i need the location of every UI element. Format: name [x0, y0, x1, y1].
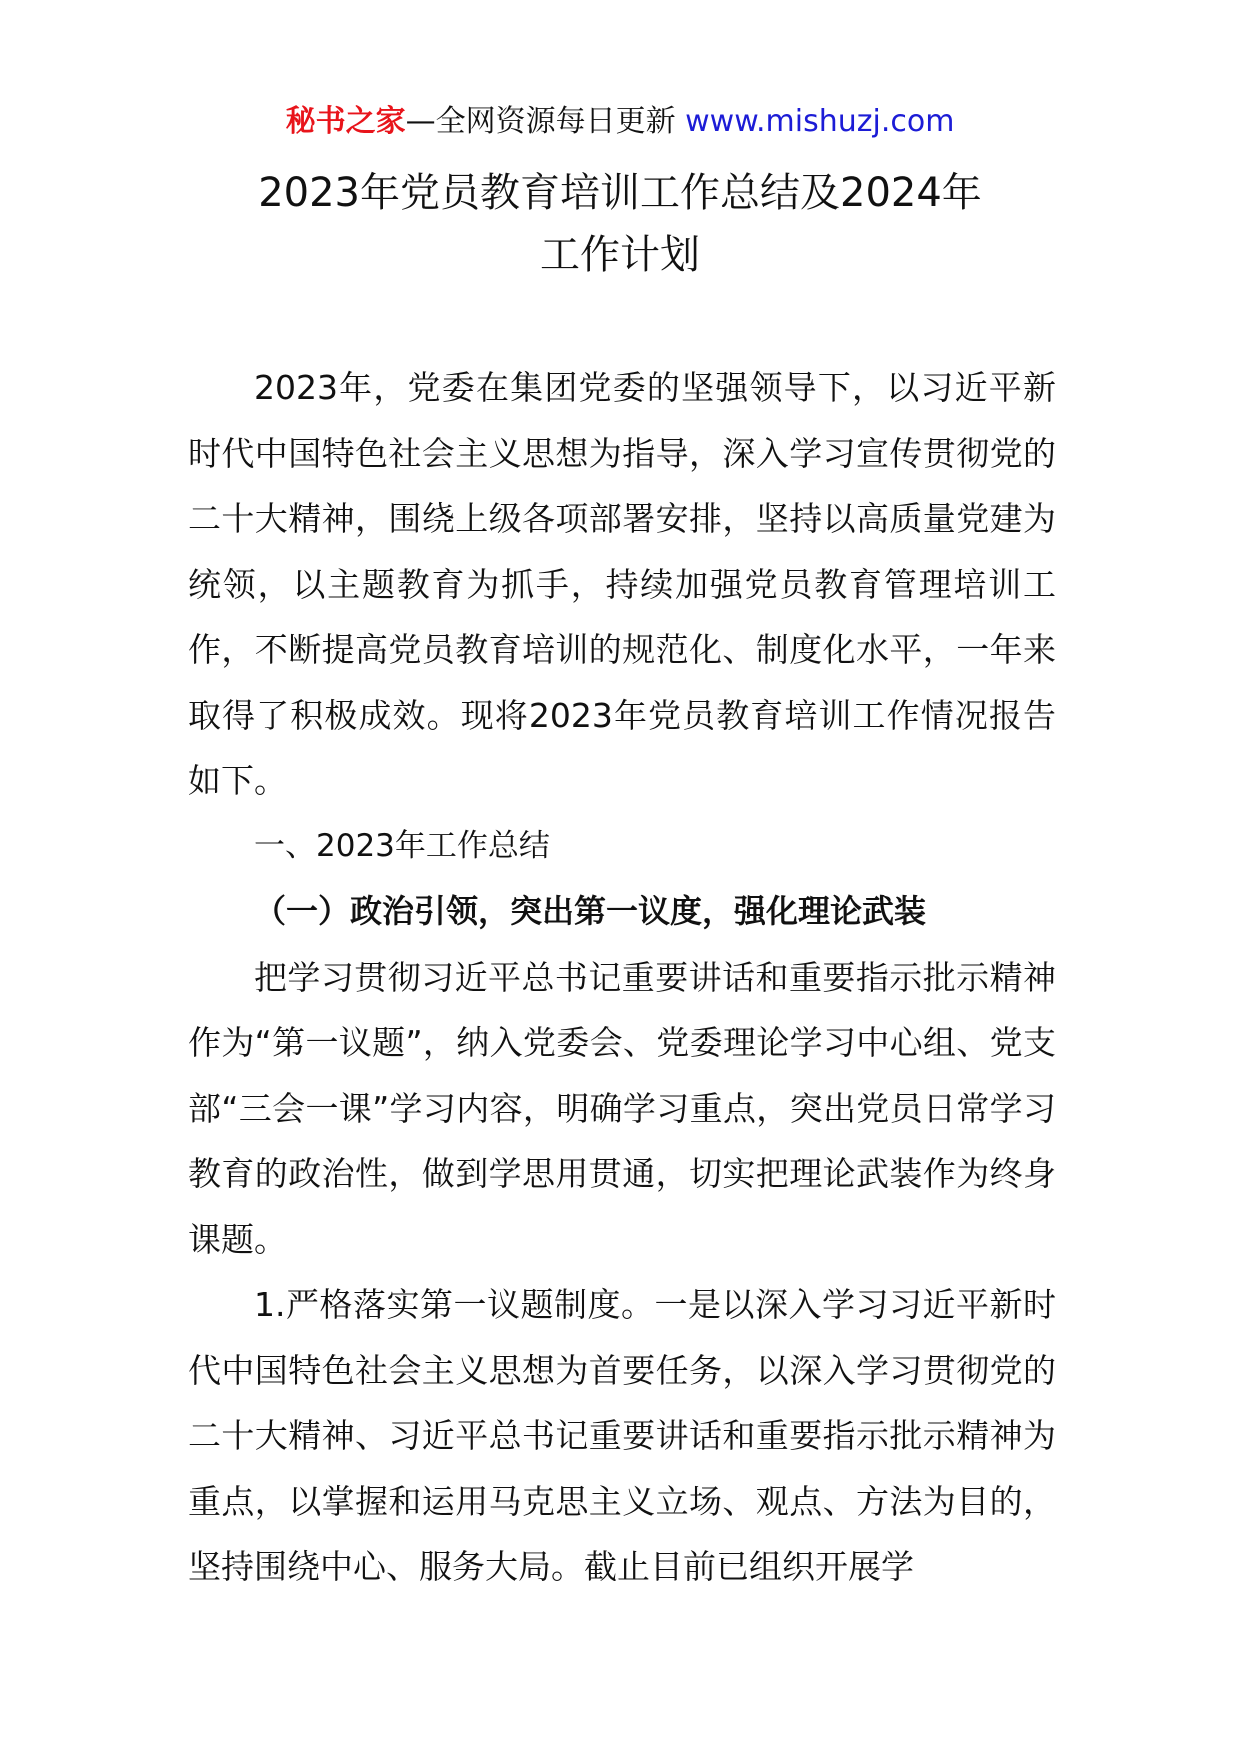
- item-paragraph: 1.严格落实第一议题制度。一是以深入学习习近平新时代中国特色社会主义思想为首要任务，以深入学习贯彻党的二十大精神、习近平总书记重要讲话和重要指示批示精神为重点，以掌握和运用马克思主义立场、观点、方法为目的，坚持围绕中心、服务大局。截止目前已组织开展学: [188, 1285, 1056, 1586]
- document-title: [0, 162, 1240, 286]
- subsection-paragraph: 把学习贯彻习近平总书记重要讲话和重要指示批示精神作为“第一议题”，纳入党委会、党委理论学习中心组、党支部“三会一课”学习内容，明确学习重点，突出党员日常学习教育的政治性，做到学思用贯通，切实把理论武装作为终身课题。: [188, 957, 1056, 1259]
- intro-paragraph: 2023年，党委在集团党委的坚强领导下，以习近平新时代中国特色社会主义思想为指导，深入学习宣传贯彻党的二十大精神，围绕上级各项部署安排，坚持以高质量党建为统领，以主题教育为抓手，持续加强党员教育管理培训工作，不断提高党员教育培训的规范化、制度化水平，一年来取得了积极成效。现将2023年党员教育培训工作情况报告如下。: [188, 368, 1056, 800]
- title-line-2: 工作计划: [540, 232, 700, 278]
- site-url-link[interactable]: www.mishuzj.com: [685, 104, 955, 139]
- header-tagline: —全网资源每日更新: [405, 104, 676, 139]
- document-body: [188, 355, 1056, 1600]
- site-header: [0, 100, 1240, 144]
- title-line-1: 2023年党员教育培训工作总结及2024年: [258, 170, 982, 216]
- section-heading: 一、2023年工作总结: [254, 827, 550, 864]
- subsection-heading: （一）政治引领，突出第一议度，强化理论武装: [254, 892, 927, 930]
- brand-name: 秘书之家: [285, 104, 406, 139]
